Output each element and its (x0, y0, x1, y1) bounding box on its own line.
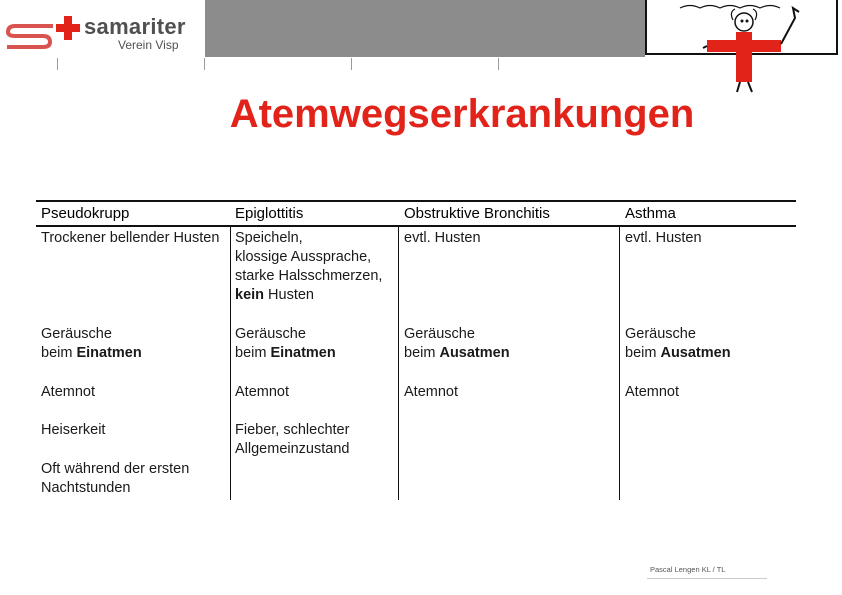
table-cell: evtl. Husten (404, 230, 481, 246)
table-cell: Oft während der ersten Nachtstunden (41, 461, 190, 496)
header-pseudokrupp: Pseudokrupp (41, 205, 130, 222)
column-divider (619, 227, 620, 500)
table-cell: Geräusche beim Einatmen (235, 326, 336, 361)
table-cell: Fieber, schlechter Allgemeinzustand (235, 422, 350, 457)
table-cell: Atemnot (41, 384, 95, 400)
logo-name: samariter (84, 14, 186, 39)
logo (0, 0, 205, 58)
header-obstruktive-bronchitis: Obstruktive Bronchitis (404, 205, 550, 222)
logo-s-icon (5, 22, 55, 50)
page-title: Atemwegserkrankungen (229, 92, 695, 136)
table-top-rule (36, 200, 796, 202)
footer-author: Pascal Lengen KL / TL (650, 565, 726, 574)
table-cell: Atemnot (235, 384, 289, 400)
table-cell: Heiserkeit (41, 422, 106, 438)
table-cell: Geräusche beim Einatmen (41, 326, 142, 361)
table-cell: Trockener bellender Husten (41, 230, 220, 246)
table-cell: evtl. Husten (625, 230, 702, 246)
header-epiglottitis: Epiglottitis (235, 205, 304, 222)
table-header-rule (36, 225, 796, 227)
table-cell: Atemnot (625, 384, 679, 400)
table-cell: Atemnot (404, 384, 458, 400)
column-divider (230, 227, 231, 500)
table-cell: Geräusche beim Ausatmen (404, 326, 510, 361)
table-cell: Speicheln, klossige Aussprache, starke Halsschmerzen, kein Husten (235, 230, 383, 303)
logo-subtitle: Verein Visp (118, 38, 179, 52)
header-asthma: Asthma (625, 205, 676, 222)
header-bar (205, 0, 645, 57)
cartoon-figure-icon (645, 0, 842, 95)
table-cell: Geräusche beim Ausatmen (625, 326, 731, 361)
